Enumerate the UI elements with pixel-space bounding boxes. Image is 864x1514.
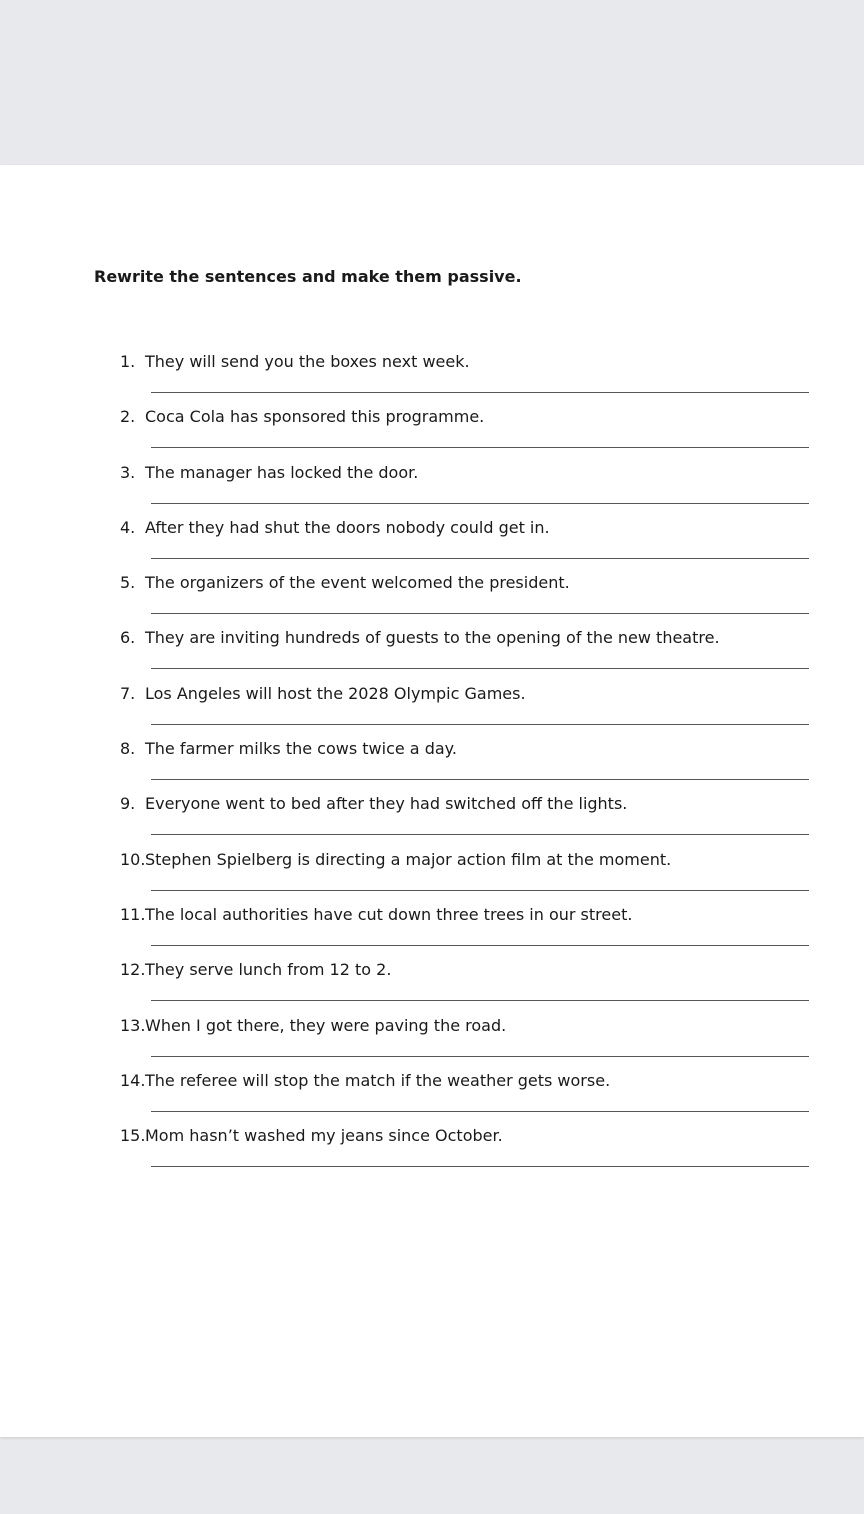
exercise-item [0,627,864,682]
exercise-list [0,351,864,1180]
answer-line[interactable] [151,1000,809,1001]
item-number: 14. [120,1070,146,1090]
item-number: 11. [120,904,146,924]
exercise-item [0,1125,864,1180]
item-sentence: The local authorities have cut down three trees in our street. [145,904,633,924]
answer-line[interactable] [151,945,809,946]
item-sentence: Los Angeles will host the 2028 Olympic Games. [145,683,526,703]
exercise-item [0,849,864,904]
worksheet-instructions: Rewrite the sentences and make them passive. [94,267,522,286]
exercise-item [0,406,864,461]
answer-line[interactable] [151,834,809,835]
answer-line[interactable] [151,447,809,448]
item-number: 6. [120,628,136,648]
exercise-item [0,793,864,848]
item-number: 2. [120,407,136,427]
item-sentence: Mom hasn’t washed my jeans since October. [145,1126,503,1146]
item-number: 3. [120,462,136,482]
item-sentence: Coca Cola has sponsored this programme. [145,407,485,427]
exercise-item [0,959,864,1014]
answer-line[interactable] [151,503,809,504]
exercise-item [0,738,864,793]
item-sentence: The organizers of the event welcomed the president. [145,573,570,593]
item-sentence: The farmer milks the cows twice a day. [145,739,457,759]
item-number: 1. [120,352,136,371]
item-sentence: They will send you the boxes next week. [145,352,470,371]
item-number: 10. [120,849,146,869]
item-number: 4. [120,517,136,537]
item-sentence: The manager has locked the door. [145,462,419,482]
answer-line[interactable] [151,779,809,780]
answer-line[interactable] [151,558,809,559]
item-sentence: They serve lunch from 12 to 2. [145,960,392,980]
exercise-item [0,517,864,572]
answer-line[interactable] [151,724,809,725]
answer-line[interactable] [151,1056,809,1057]
answer-line[interactable] [151,392,809,393]
answer-line[interactable] [151,1111,809,1112]
answer-line[interactable] [151,613,809,614]
item-sentence: The referee will stop the match if the weather gets worse. [145,1070,611,1090]
item-number: 12. [120,960,146,980]
exercise-item [0,683,864,738]
worksheet-page [0,165,864,1437]
exercise-item [0,1015,864,1070]
exercise-item [0,351,864,406]
item-number: 5. [120,573,136,593]
item-number: 8. [120,739,136,759]
item-number: 13. [120,1015,146,1035]
exercise-item [0,904,864,959]
exercise-item [0,462,864,517]
item-sentence: Everyone went to bed after they had switched off the lights. [145,794,628,814]
item-number: 7. [120,683,136,703]
item-number: 9. [120,794,136,814]
answer-line[interactable] [151,668,809,669]
item-sentence: They are inviting hundreds of guests to the opening of the new theatre. [145,628,720,648]
answer-line[interactable] [151,1166,809,1167]
exercise-item [0,572,864,627]
answer-line[interactable] [151,890,809,891]
item-sentence: When I got there, they were paving the road. [145,1015,507,1035]
item-number: 15. [120,1126,146,1146]
item-sentence: After they had shut the doors nobody could get in. [145,517,550,537]
item-sentence: Stephen Spielberg is directing a major action film at the moment. [145,849,672,869]
exercise-item [0,1070,864,1125]
